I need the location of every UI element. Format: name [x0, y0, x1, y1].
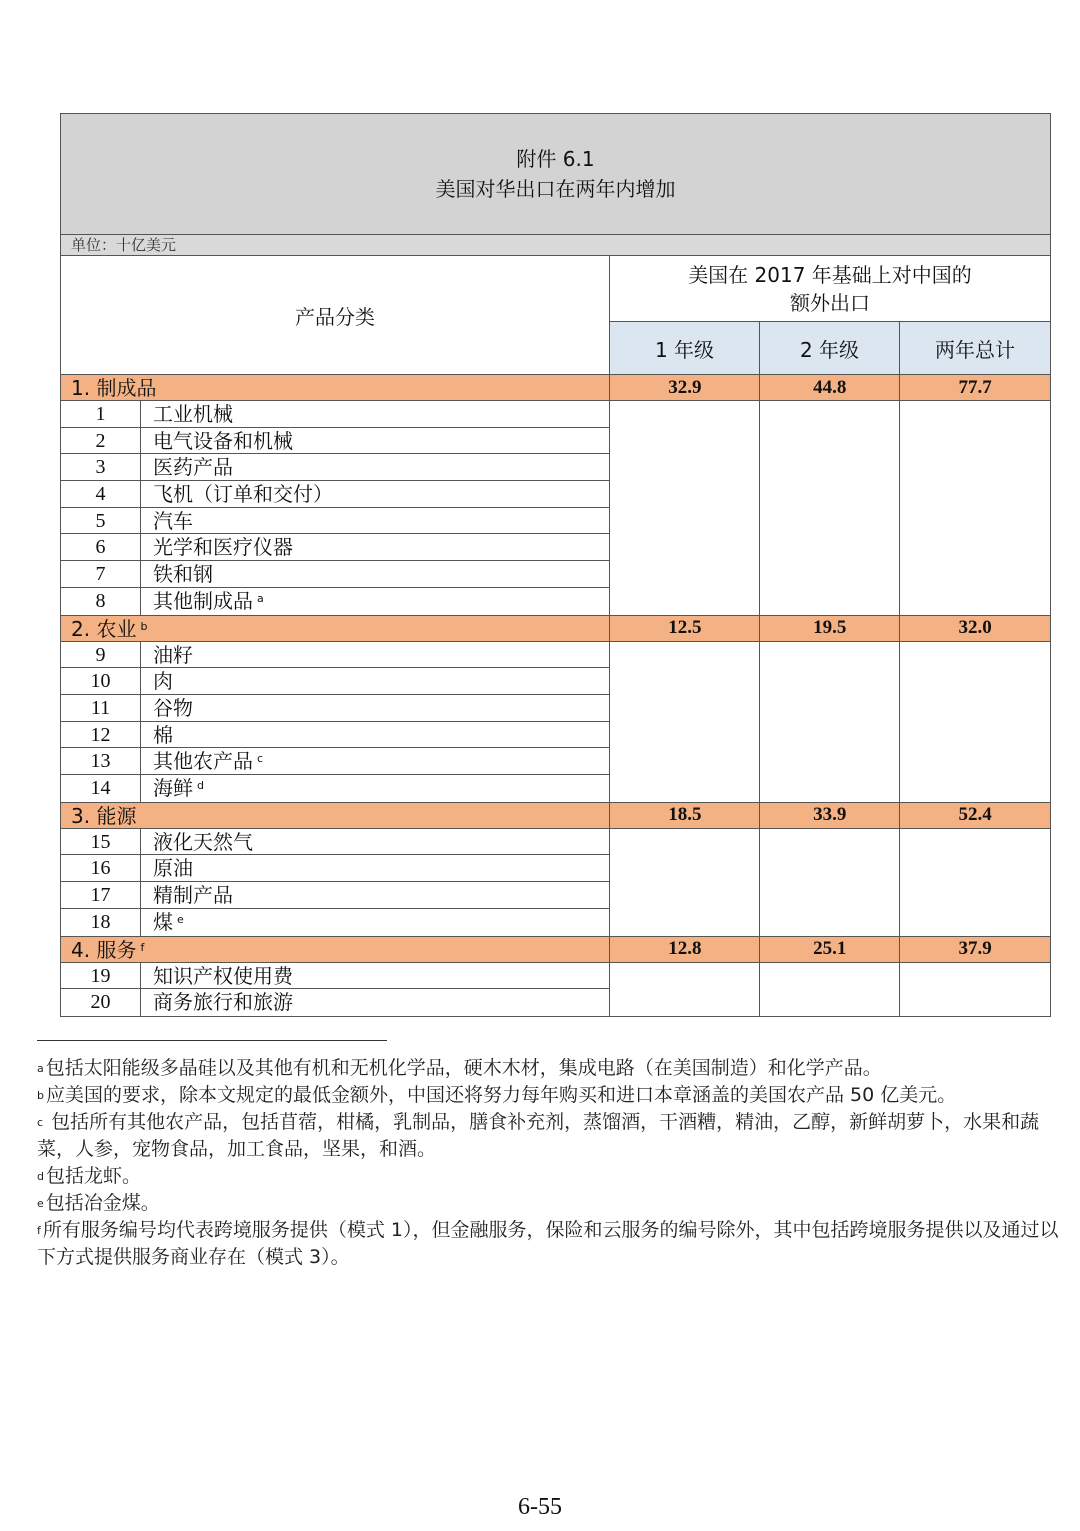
- item-number: 15: [61, 829, 141, 855]
- item-number: 20: [61, 989, 141, 1016]
- item-row: [61, 722, 609, 749]
- item-number: 13: [61, 748, 141, 774]
- empty-cell: [610, 963, 760, 1016]
- table-number: 附件 6.1: [516, 147, 595, 171]
- item-row: [61, 668, 609, 695]
- item-number: 7: [61, 561, 141, 587]
- item-name-cell: [141, 588, 264, 615]
- value-year2: 44.8: [760, 375, 900, 400]
- category-row: [61, 616, 1050, 642]
- item-row: [61, 855, 609, 882]
- item-number: 8: [61, 588, 141, 615]
- item-name: 工业机械: [153, 402, 233, 426]
- empty-cell: [900, 642, 1050, 802]
- page-number: 6-55: [518, 1494, 562, 1520]
- footnote-text: 应美国的要求，除本文规定的最低金额外，中国还将努力每年购买和进口本章涵盖的美国农产品 50 亿美元。: [45, 1084, 957, 1106]
- export-table: [60, 113, 1051, 1017]
- empty-cell: [900, 829, 1050, 936]
- category-name: 2. 农业: [71, 616, 137, 641]
- item-name-cell: [141, 829, 253, 855]
- footnote: [37, 1190, 1067, 1217]
- item-number: 2: [61, 428, 141, 454]
- item-number: 10: [61, 668, 141, 694]
- table-title: 美国对华出口在两年内增加: [435, 177, 676, 201]
- item-name: 谷物: [153, 695, 193, 720]
- item-name: 肉: [153, 669, 173, 694]
- item-row: [61, 909, 609, 936]
- header-year1: 1 年级: [610, 322, 760, 374]
- value-total: 52.4: [958, 804, 992, 826]
- item-row: [61, 963, 609, 990]
- item-name-cell: [141, 989, 293, 1016]
- footnote: [37, 1109, 1067, 1163]
- value-year2: 25.1: [760, 937, 900, 962]
- item-number: 11: [61, 695, 141, 721]
- footnote-mark: a: [37, 1062, 44, 1075]
- item-name-cell: [141, 428, 293, 454]
- category-name: 1. 制成品: [71, 376, 157, 400]
- footnote-mark: a: [257, 591, 264, 605]
- category-label: [61, 937, 610, 962]
- item-name-cell: [141, 481, 333, 507]
- empty-cell: [900, 963, 1050, 1016]
- item-name-cell: [141, 508, 193, 534]
- item-name-cell: [141, 855, 193, 881]
- item-row: [61, 882, 609, 909]
- table-header: [61, 256, 1050, 375]
- header-group-line1: 美国在 2017 年基础上对中国的: [688, 262, 972, 287]
- footnote-mark: f: [140, 940, 145, 954]
- item-list: [61, 642, 610, 802]
- category-row: [61, 375, 1050, 401]
- item-number: 1: [61, 401, 141, 427]
- empty-cell: [760, 963, 900, 1016]
- item-name: 铁和钢: [153, 562, 213, 587]
- footnote-text: 所有服务编号均代表跨境服务提供（模式 1），但金融服务，保险和云服务的编号除外，其中包括跨境服务提供以及通过以下方式提供服务商业存在（模式 3）。: [37, 1219, 1059, 1268]
- footnote: [37, 1163, 1067, 1190]
- item-row: [61, 561, 609, 588]
- footnote-mark: b: [37, 1089, 44, 1102]
- empty-cell: [760, 829, 900, 936]
- header-right: [610, 256, 1050, 374]
- item-name-cell: [141, 748, 263, 774]
- value-total: 77.7: [958, 376, 992, 398]
- item-name: 知识产权使用费: [153, 963, 293, 988]
- item-name-cell: [141, 963, 293, 989]
- category-row: [61, 937, 1050, 963]
- item-name-cell: [141, 642, 193, 668]
- footnote-text: 包括所有其他农产品，包括苜蓿，柑橘，乳制品，膳食补充剂，蒸馏酒，干酒糟，精油，乙醇，新鲜胡萝卜，水果和蔬菜，人参，宠物食品，加工食品，坚果，和酒。: [37, 1111, 1040, 1160]
- item-number: 3: [61, 454, 141, 480]
- item-row: [61, 775, 609, 802]
- item-name-cell: [141, 775, 204, 802]
- item-name: 光学和医疗仪器: [153, 535, 293, 560]
- item-name-cell: [141, 454, 233, 480]
- item-number: 4: [61, 481, 141, 507]
- item-name-cell: [141, 561, 213, 587]
- empty-cell: [760, 401, 900, 615]
- category-label: [61, 375, 610, 400]
- item-name: 其他农产品: [153, 749, 253, 774]
- item-number: 16: [61, 855, 141, 881]
- value-year2: 19.5: [760, 616, 900, 641]
- item-list: [61, 963, 610, 1016]
- category-name: 4. 服务: [71, 937, 137, 962]
- footnote-mark: b: [140, 619, 148, 633]
- item-name: 煤: [153, 909, 173, 934]
- item-row: [61, 989, 609, 1016]
- item-name: 液化天然气: [153, 829, 253, 854]
- footnote-text: 包括龙虾。: [45, 1165, 141, 1187]
- category-label: [61, 616, 610, 641]
- item-row: [61, 748, 609, 775]
- header-category: 产品分类: [61, 256, 610, 374]
- unit-label: 单位：十亿美元: [61, 235, 1050, 256]
- item-name-cell: [141, 882, 233, 908]
- value-year1: 18.5: [610, 803, 760, 828]
- value-year1: 12.5: [610, 616, 760, 641]
- item-list: [61, 401, 610, 615]
- item-number: 5: [61, 508, 141, 534]
- category-name: 3. 能源: [71, 803, 137, 828]
- header-columns: [610, 322, 1050, 374]
- item-name: 商务旅行和旅游: [153, 990, 293, 1015]
- empty-cell: [900, 401, 1050, 615]
- item-name: 电气设备和机械: [153, 428, 293, 453]
- item-row: [61, 428, 609, 455]
- item-name: 原油: [153, 856, 193, 881]
- item-number: 18: [61, 909, 141, 936]
- item-row: [61, 454, 609, 481]
- item-name-cell: [141, 722, 173, 748]
- footnote-text: 包括冶金煤。: [45, 1192, 160, 1214]
- empty-cell: [610, 829, 760, 936]
- table-title-box: [61, 114, 1050, 235]
- value-year2: 33.9: [760, 803, 900, 828]
- item-name: 其他制成品: [153, 588, 253, 613]
- item-row: [61, 695, 609, 722]
- value-total: 37.9: [958, 938, 992, 960]
- item-name-cell: [141, 695, 193, 721]
- footnote-mark: c: [257, 752, 264, 766]
- value-year1: 32.9: [610, 375, 760, 400]
- footnote: [37, 1217, 1067, 1271]
- item-row: [61, 481, 609, 508]
- footnote-mark: f: [37, 1224, 41, 1237]
- header-total: 两年总计: [935, 337, 1015, 362]
- item-name: 棉: [153, 722, 173, 747]
- footnote-rule: [37, 1040, 387, 1041]
- footnote-text: 包括太阳能级多晶硅以及其他有机和无机化学品，硬木木材，集成电路（在美国制造）和化学产品。: [45, 1057, 882, 1079]
- empty-cell: [760, 642, 900, 802]
- footnote-mark: d: [197, 779, 204, 793]
- item-row: [61, 642, 609, 669]
- footnote: [37, 1055, 1067, 1082]
- item-row: [61, 534, 609, 561]
- header-group: [610, 256, 1050, 322]
- item-list: [61, 829, 610, 936]
- value-year1: 12.8: [610, 937, 760, 962]
- item-number: 12: [61, 722, 141, 748]
- footnote-mark: e: [177, 912, 184, 926]
- item-name: 油籽: [153, 642, 193, 667]
- header-year2: 2 年级: [760, 322, 900, 374]
- header-group-line2: 额外出口: [790, 290, 870, 315]
- item-number: 17: [61, 882, 141, 908]
- item-name: 飞机（订单和交付）: [153, 482, 333, 507]
- value-total: 32.0: [958, 617, 992, 639]
- footnotes: [37, 1055, 1067, 1271]
- category-items-block: [61, 829, 1050, 937]
- item-row: [61, 588, 609, 615]
- category-items-block: [61, 401, 1050, 616]
- item-number: 19: [61, 963, 141, 989]
- item-name-cell: [141, 534, 293, 560]
- category-items-block: [61, 642, 1050, 803]
- footnote: [37, 1082, 1067, 1109]
- item-name: 精制产品: [153, 883, 233, 908]
- item-name-cell: [141, 909, 184, 936]
- item-name-cell: [141, 668, 173, 694]
- item-number: 14: [61, 775, 141, 802]
- category-row: [61, 803, 1050, 829]
- empty-cell: [610, 401, 760, 615]
- item-row: [61, 401, 609, 428]
- category-items-block: [61, 963, 1050, 1016]
- item-row: [61, 829, 609, 856]
- item-number: 6: [61, 534, 141, 560]
- footnote-mark: e: [37, 1197, 44, 1210]
- item-name: 汽车: [153, 508, 193, 533]
- item-row: [61, 508, 609, 535]
- item-name-cell: [141, 401, 233, 427]
- item-number: 9: [61, 642, 141, 668]
- footnote-mark: c: [37, 1116, 44, 1129]
- category-label: [61, 803, 610, 828]
- table-body: [61, 375, 1050, 1016]
- empty-cell: [610, 642, 760, 802]
- item-name: 医药产品: [153, 455, 233, 480]
- footnote-mark: d: [37, 1170, 44, 1183]
- item-name: 海鲜: [153, 776, 193, 801]
